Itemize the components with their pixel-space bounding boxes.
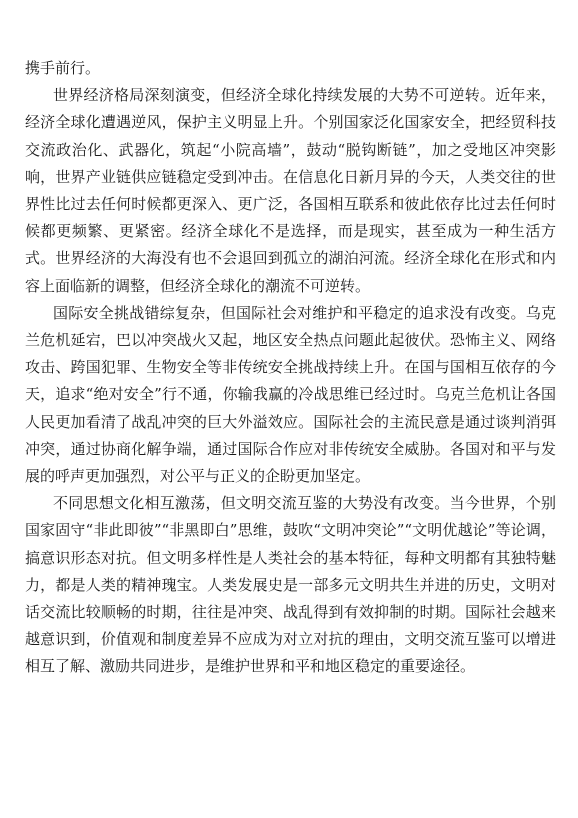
paragraph-economy: 世界经济格局深刻演变，但经济全球化持续发展的大势不可逆转。近年来，经济全球化遭遇逆风，保护主义明显上升。个别国家泛化国家安全，把经贸科技交流政治化、武器化，筑起“小院高墙”，鼓动“脱钩断链”，加之受地区冲突影响，世界产业链供应链稳定受到冲击。在信息化日新月异的今天，人类交往的世界性比过去任何时候都更深入、更广泛，各国相互联系和彼此依存比过去任何时候都更频繁、更紧密。经济全球化不是选择，而是现实，甚至成为一种生活方式。世界经济的大海没有也不会退回到孤立的湖泊河流。经济全球化在形式和内容上面临新的调整，但经济全球化的潮流不可逆转。 [25,86,556,295]
paragraph-civilization: 不同思想文化相互激荡，但文明交流互鉴的大势没有改变。当今世界，个别国家固守“非此即彼”“非黑即白”思维，鼓吹“文明冲突论”“文明优越论”等论调，搞意识形态对抗。但文明多样性是人类社会的基本特征，每种文明都有其独特魅力，都是人类的精神瑰宝。人类发展史是一部多元文明共生并进的历史，文明对话交流比较顺畅的时期，往往是冲突、战乱得到有效抑制的时期。国际社会越来越意识到，价值观和制度差异不应成为对立对抗的理由，文明交流互鉴可以增进相互了解、激励共同进步，是维护世界和平和地区稳定的重要途径。 [25,494,556,676]
paragraph-continuation: 携手前行。 [25,59,101,77]
paragraph-security: 国际安全挑战错综复杂，但国际社会对维护和平稳定的追求没有改变。乌克兰危机延宕，巴以冲突战火又起，地区安全热点问题此起彼伏。恐怖主义、网络攻击、跨国犯罪、生物安全等非传统安全挑战持续上升。在国与国相互依存的今天，追求“绝对安全”行不通，你输我赢的冷战思维已经过时。乌克兰危机让各国人民更加看清了战乱冲突的巨大外溢效应。国际社会的主流民意是通过谈判消弭冲突，通过协商化解争端，通过国际合作应对非传统安全威胁。各国对和平与发展的呼声更加强烈，对公平与正义的企盼更加坚定。 [25,303,556,486]
